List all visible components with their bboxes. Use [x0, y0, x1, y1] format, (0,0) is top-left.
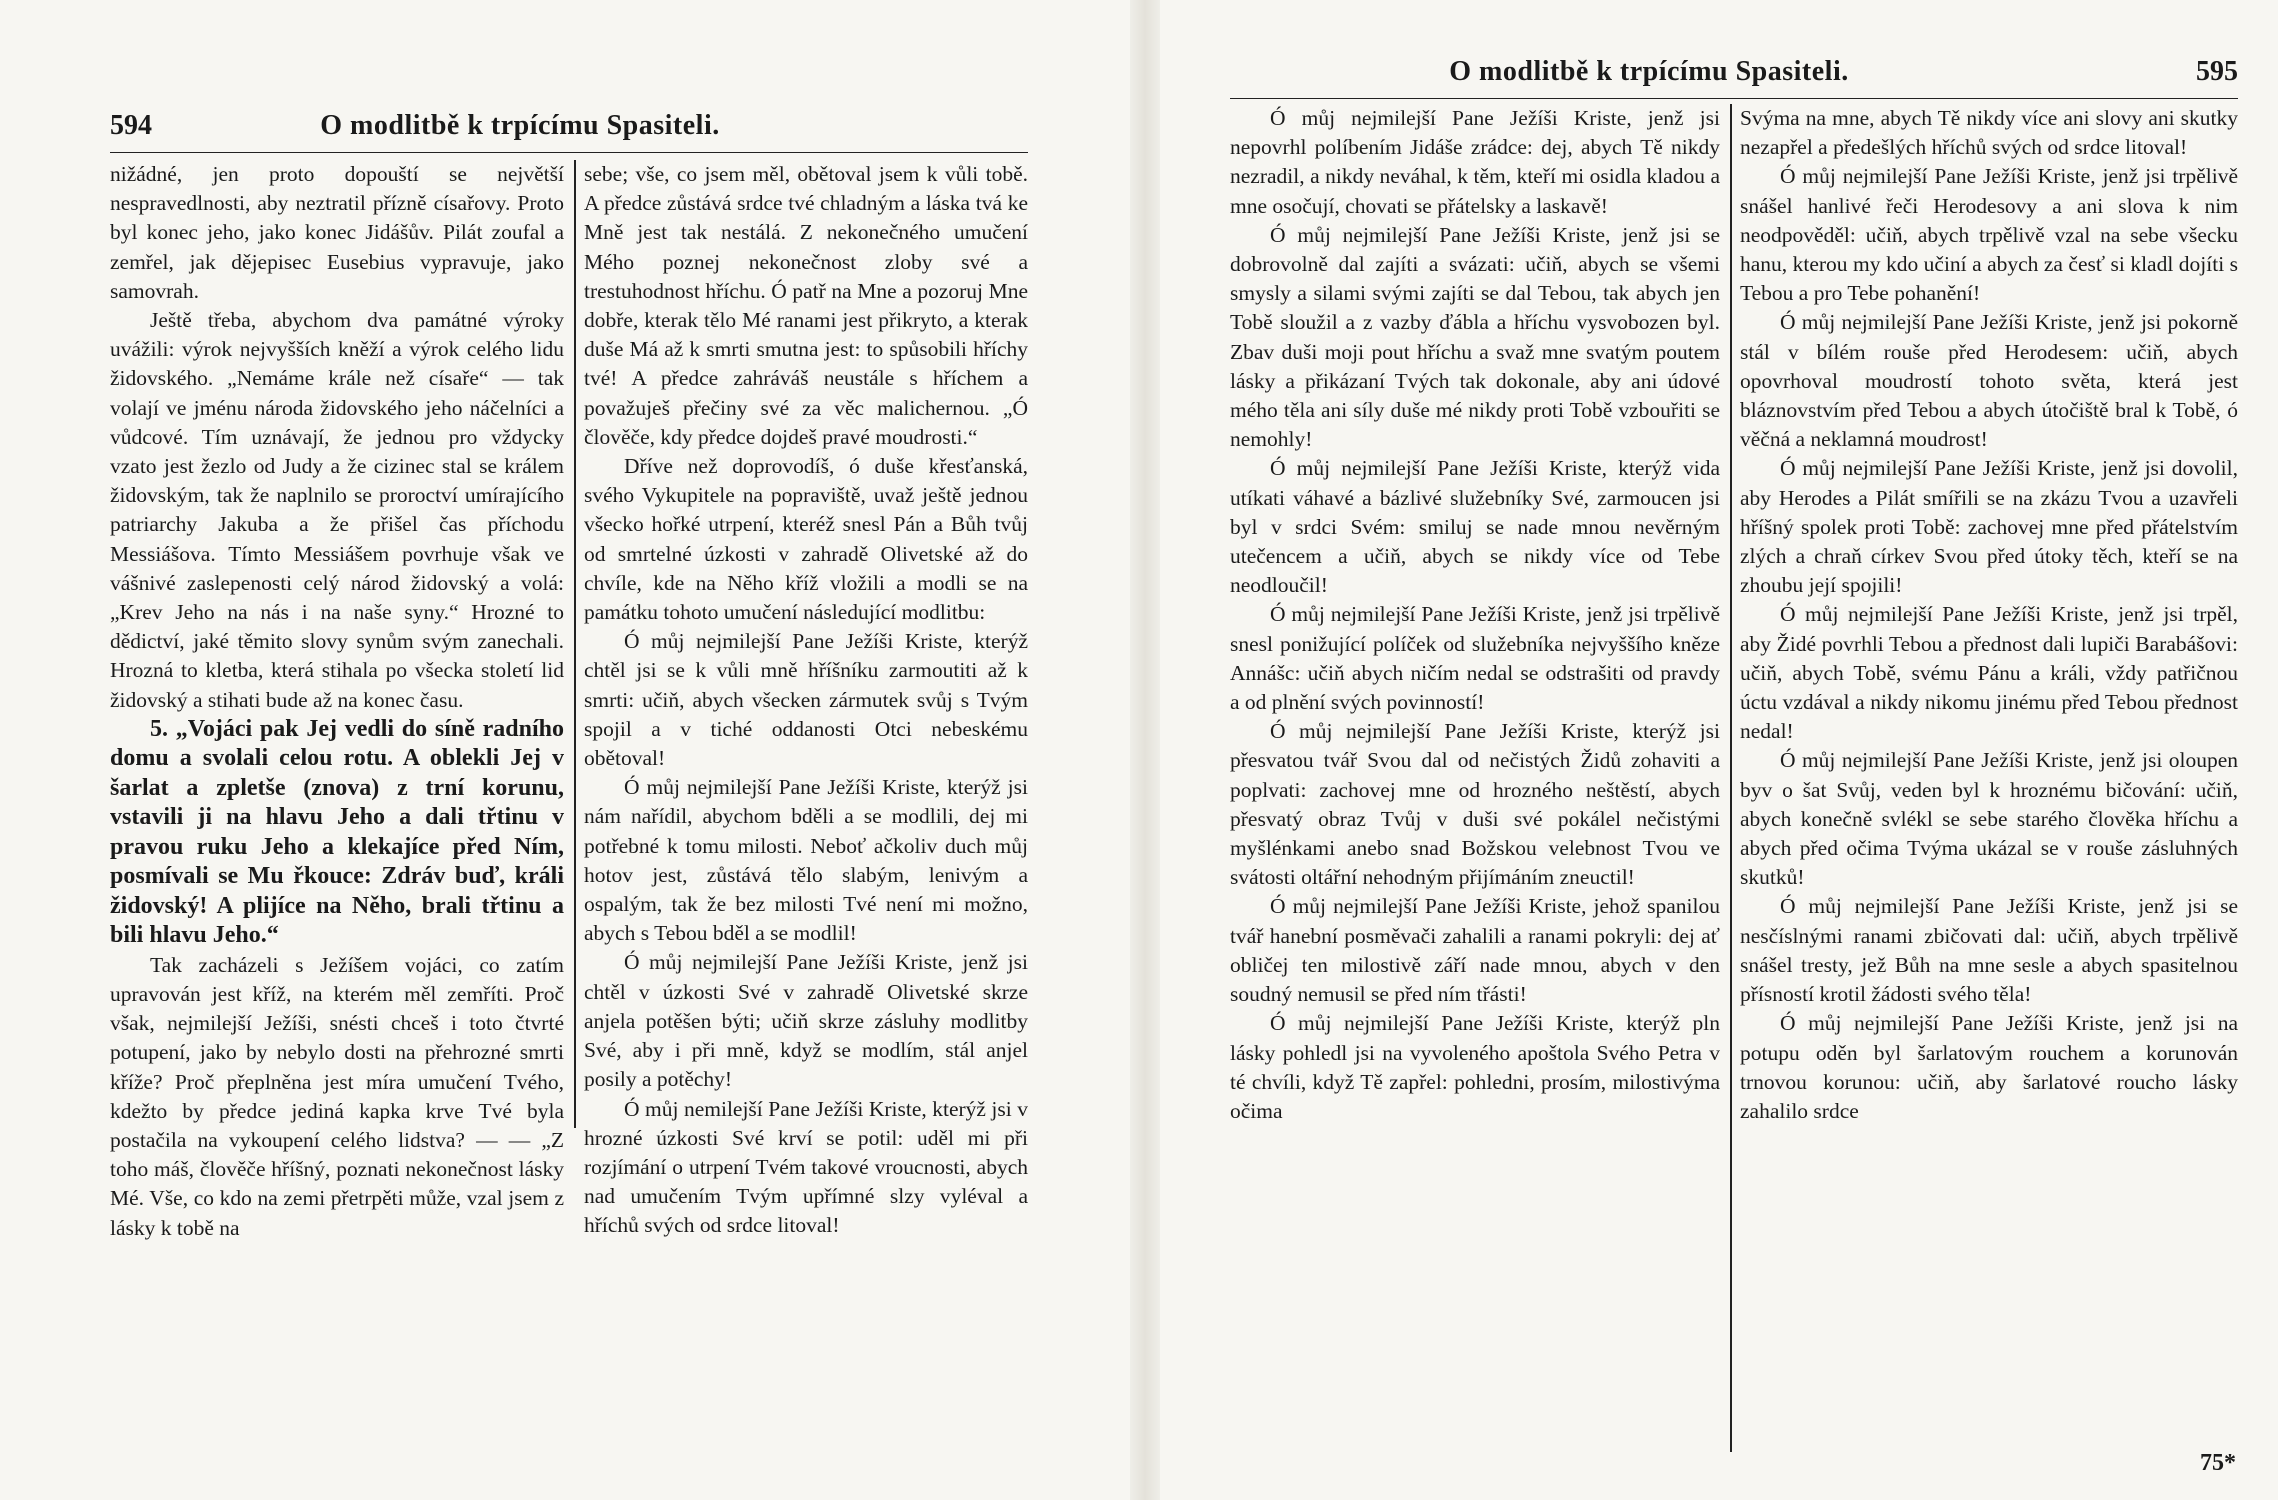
- paragraph: Dříve než doprovodíš, ó duše křesťanská, svého Vykupitele na popraviště, uvaž ještě jednou všecko hořké utrpení, kteréž snesl Pán a Bůh tvůj od smrtelné úzkosti v zahradě Olivetské až do chvíle, kde na Něho kříž vložili a modli se na památku tohoto umučení následující modlitbu:: [584, 454, 1028, 625]
- column-right-1: [1230, 104, 1720, 1464]
- running-title: O modlitbě k trpícímu Spasiteli.: [320, 110, 720, 141]
- paragraph: Ó můj nejmilejší Pane Ježíši Kriste, kterýž chtěl jsi se k vůli mně hříšníku zarmoutiti až k smrti: učiň, abych všecken zármutek svůj s Tvým spojil a v tiché oddanosti Otci nebeskému obětoval!: [584, 629, 1028, 771]
- paragraph: Ó můj nejmilejší Pane Ježíši Kriste, kterýž vida utíkati váhavé a bázlivé služebníky Své, zarmoucen jsi byl v srdci Svém: smiluj se nade mnou nevěrným utečencem a učiň, abych se nikdy více od Tebe neodloučil!: [1230, 456, 1720, 598]
- right-page-header: [1160, 56, 2278, 92]
- paragraph: Ó můj nejmilejší Pane Ježíši Kriste, jenž jsi se dobrovolně dal zajíti a svázati: učiň, abych se všemi smysly a silami svými zajíti se dal Tebou, tak abych jen Tobě sloužil a z vazby ďábla a hříchu vysvobozen byl. Zbav duši moji pout hříchu a svaž mne svatým poutem lásky a přikázaní Tvých tak dokonale, aby ani údové mého těla ani síly duše mé nikdy proti Tobě vzbouřiti se nemohly!: [1230, 222, 1720, 452]
- header-rule: [1230, 98, 2238, 99]
- paragraph: Ó můj nejmilejší Pane Ježíši Kriste, jenž jsi chtěl v úzkosti Své v zahradě Olivetské skrze anjela potěšen býti; učiň skrze zásluhy modlitby Své, aby i při mně, když se modlím, stál anjel posily a potěchy!: [584, 950, 1028, 1092]
- paragraph: Ó můj nemilejší Pane Ježíši Kriste, kterýž jsi v hrozné úzkosti Své krví se potil: uděl mi při rozjímání o utrpení Tvém takové vroucnosti, abych nad umučením Tvým upřímné slzy vyléval a hříchů svých od srdce litoval!: [584, 1096, 1028, 1238]
- column-right-2: [1740, 104, 2238, 1444]
- paragraph: Ó můj nejmilejší Pane Ježíši Kriste, jenž jsi trpěl, aby Židé povrhli Tebou a přednost dali lupiči Barabášovi: učiň, abych Tobě, svému Pánu a králi, vždy patřičnou úctu vzdával a nikdy nikomu jinému před Tebou přednost nedal!: [1740, 602, 2238, 744]
- paragraph: Svýma na mne, abych Tě nikdy více ani slovy ani skutky nezapřel a předešlých hříchů svých od srdce litoval!: [1740, 106, 2238, 160]
- paragraph: Ó můj nejmilejší Pane Ježíši Kriste, jehož spanilou tvář hanební posměvači zahalili a ranami pokryli: dej ať obličej ten milostivě září nade mnou, abych v den soudný nemusil se před ním třásti!: [1230, 894, 1720, 1007]
- signature-mark: 75*: [2200, 1450, 2236, 1476]
- paragraph: Ó můj nejmilejší Pane Ježíši Kriste, kterýž pln lásky pohledl jsi na vyvoleného apoštola Svého Petra v té chvíli, když Tě zapřel: pohledni, prosím, milostivýma očima: [1230, 1011, 1720, 1123]
- paragraph: Ó můj nejmilejší Pane Ježíši Kriste, jenž jsi pokorně stál v bílém rouše před Herodesem: učiň, abych opovrhoval moudrostí tohoto světa, která jest bláznovstvím před Tebou a abych útočiště bral k Tobě, ó věčná a neklamná moudrost!: [1740, 310, 2238, 452]
- paragraph: Ó můj nejmilejší Pane Ježíši Kriste, kterýž jsi přesvatou tvář Svou dal od nečistých Židů zohaviti a poplvati: zachovej mne od hrozného neštěstí, abych přesvatý obraz Tvůj v duši své pokálel nečistými myšlénkami anebo snad Božskou velebnost Tvou ve svátosti oltářní nehodným přijímáním zneuctil!: [1230, 719, 1720, 890]
- column-divider: [574, 160, 576, 1128]
- column-left-1: [110, 160, 564, 1240]
- paragraph: Ještě třeba, abychom dva památné výroky uvážili: výrok nejvyšších kněží a výrok celého lidu židovského. „Nemáme krále než císaře“ — tak volají ve jménu národa židovského jeho náčelníci a vůdcové. Tím uznávají, že jednou pro vždycky vzato jest žezlo od Judy a že cizinec stal se králem židovským, tak že naplnilo se proroctví umírajícího patriarchy Jakuba a že přišel čas příchodu Messiášova. Tímto Messiášem povrhuje však ve vášnivé zaslepenosti celý národ židovský a volá: „Krev Jeho na nás i na naše syny.“ Hrozné to dědictví, jaké těmito slovy synům svým zanechali. Hrozná to kletba, která stihala po všecka století lid židovský a stihati bude až na konec času.: [110, 308, 564, 712]
- page-number: 594: [110, 110, 152, 141]
- book-gutter: [1130, 0, 1160, 1500]
- running-title: O modlitbě k trpícímu Spasiteli.: [1449, 56, 1849, 87]
- paragraph: Ó můj nejmilejší Pane Ježíši Kriste, jenž jsi se nesčíslnými ranami zbičovati dal: učiň, abych trpělivě snášel tresty, jež Bůh na mne sesle a abych spasitelnou přísností krotil žádosti svého těla!: [1740, 894, 2238, 1007]
- paragraph: Ó můj nejmilejší Pane Ježíši Kriste, jenž jsi oloupen byv o šat Svůj, veden byl k hroznému bičování: učiň, abych konečně svlékl se sebe starého člověka hříchu a abych před očima Tvýma ukázal se v rouše zásluhných skutků!: [1740, 748, 2238, 890]
- paragraph: Ó můj nejmilejší Pane Ježíši Kriste, jenž jsi nepovrhl políbením Jidáše zrádce: dej, abych Tě nikdy nezradil, a nikdy neváhal, k těm, kteří mi osidla kladou a mne osočují, chovati se přátelsky a laskavě!: [1230, 106, 1720, 218]
- left-page: [0, 0, 1130, 1500]
- paragraph: 5. „Vojáci pak Jej vedli do síně radního domu a svolali celou rotu. A oblekli Jej v šarlat a zpletše (znova) z trní korunu, vstavili ji na hlavu Jeho a dali třtinu v pravou ruku Jeho a klekajíce před Ním, posmívali se Mu řkouce: Zdráv buď, králi židovský! A plijíce na Něho, brali třtinu a bili hlavu Jeho.“: [110, 715, 564, 949]
- paragraph: nižádné, jen proto dopouští se největší nespravedlnosti, aby neztratil přízně císařovy. Proto byl konec jeho, jako konec Jidášův. Pilát zoufal a zemřel, jak dějepisec Eusebius vypravuje, jako samovrah.: [110, 162, 564, 303]
- paragraph: Ó můj nejmilejší Pane Ježíši Kriste, jenž jsi dovolil, aby Herodes a Pilát smířili se na zkázu Tvou a uzavřeli hříšný spolek proti Tobě: zachovej mne před přátelstvím zlých a chraň církev Svou před útoky těch, kteří se na zhoubu její spojili!: [1740, 456, 2238, 598]
- right-page: [1160, 0, 2278, 1500]
- page-number: 595: [2196, 56, 2238, 87]
- paragraph: Ó můj nejmilejší Pane Ježíši Kriste, kterýž jsi nám nařídil, abychom bděli a se modlili, dej mi potřebné k tomu milosti. Neboť ačkoliv duch můj hotov jest, zůstává tělo slabým, lenivým a ospalým, tak že bez milosti Tvé není mi možno, abych s Tebou bděl a se modlil!: [584, 775, 1028, 946]
- column-left-2: [584, 160, 1028, 1238]
- left-page-header: [0, 110, 1130, 146]
- paragraph: Ó můj nejmilejší Pane Ježíši Kriste, jenž jsi trpělivě snášel hanlivé řeči Herodesovy a ani slova k nim neodpověděl: učiň, abych trpělivě vzal na sebe všecku hanu, kterou my kdo učiní a abych za česť si kladl dojíti s Tebou a pro Tebe pohanění!: [1740, 164, 2238, 306]
- paragraph: Ó můj nejmilejší Pane Ježíši Kriste, jenž jsi trpělivě snesl ponižující políček od služebníka nejvyššího kněze Annášc: učiň abych ničím nedal se odstrašiti od pravdy a od plnění svých povinností!: [1230, 602, 1720, 715]
- header-rule: [110, 152, 1028, 153]
- paragraph: Ó můj nejmilejší Pane Ježíši Kriste, jenž jsi na potupu oděn byl šarlatovým rouchem a korunován trnovou korunou: učiň, aby šarlatové roucho lásky zahalilo srdce: [1740, 1011, 2238, 1123]
- column-divider: [1730, 104, 1732, 1452]
- paragraph: sebe; vše, co jsem měl, obětoval jsem k vůli tobě. A předce zůstává srdce tvé chladným a láska tvá ke Mně jest tak nestálá. Z nekonečného umučení Mého poznej nekonečnost zloby své a trestuhodnost hříchu. Ó patř na Mne a pozoruj Mne dobře, kterak tělo Mé ranami jest přikryto, a kterak duše Má až k smrti smutna jest: to spůsobili hříchy tvé! A předce zahráváš neustále s hříchem a považuješ přečiny své za věc malichernou. „Ó člověče, kdy předce dojdeš pravé moudrosti.“: [584, 162, 1028, 449]
- paragraph: Tak zacházeli s Ježíšem vojáci, co zatím upravován jest kříž, na kterém měl zemříti. Proč však, nejmilejší Ježíši, snésti chceš i toto čtvrté potupení, jako by nebylo dosti na přehrozné smrti kříže? Proč přeplněna jest míra umučení Tvého, kdežto by předce jediná kapka krve Tvé byla postačila na vykoupení celého lidstva? — — „Z toho máš, člověče hříšný, poznati nekonečnost lásky Mé. Vše, co kdo na zemi přetrpěti může, vzal jsem z lásky k tobě na: [110, 952, 564, 1240]
